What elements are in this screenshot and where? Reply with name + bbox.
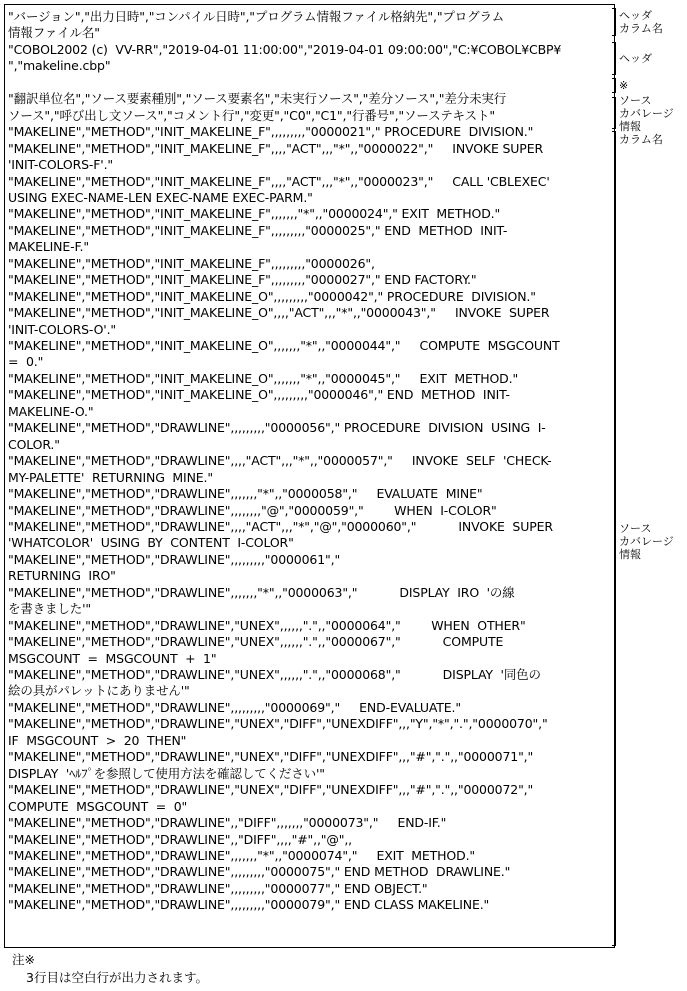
csv-line: "MAKELINE","METHOD","DRAWLINE",,,,,,,,"@","0000059"," WHEN I-COLOR" [8,502,497,518]
csv-line: "MAKELINE","METHOD","INIT_MAKELINE_F",,,,,,,,,"0000027"," END FACTORY." [8,272,477,288]
csv-line: USING EXEC-NAME-LEN EXEC-NAME EXEC-PARM." [8,189,313,205]
csv-line: "MAKELINE","METHOD","DRAWLINE",,,,,,,,,"0000075"," END METHOD DRAWLINE." [8,864,511,880]
label-blank-mark: ※ [619,79,629,92]
csv-line: "バージョン","出力日時","コンパイル日時","プログラム情報ファイル格納先","プログラム [8,9,505,24]
brace-header-column [612,8,616,36]
csv-line: ","makeline.cbp" [8,58,111,74]
csv-line: MY-PALETTE' RETURNING MINE." [8,469,213,485]
csv-line: "翻訳単位名","ソース要素種別","ソース要素名","未実行ソース","差分ソース","差分未実行 [8,91,507,107]
csv-line: "MAKELINE","METHOD","INIT_MAKELINE_O",,,,,,,"*",,"0000045"," EXIT METHOD." [8,370,519,386]
note-title: 注※ [12,952,35,967]
csv-line: "MAKELINE","METHOD","DRAWLINE","UNEX",,,,,,".",,"0000068"," DISPLAY '同色の [8,667,541,682]
csv-line: "MAKELINE","METHOD","DRAWLINE",,,,,,,,,"0000077"," END OBJECT." [8,880,428,896]
brace-blank [612,78,616,93]
csv-line: "COBOL2002 (c) VV-RR","2019-04-01 11:00:00","2019-04-01 09:00:00","C:¥COBOL¥CBP¥ [8,41,562,57]
csv-line: "MAKELINE","METHOD","DRAWLINE",,,,,,,"*",,"0000063"," DISPLAY IRO 'の線 [8,584,515,600]
csv-line: 'WHATCOLOR' USING BY CONTENT I-COLOR" [8,535,294,551]
csv-line: COLOR." [8,436,60,452]
csv-line: RETURNING IRO" [8,568,116,584]
csv-line: "MAKELINE","METHOD","DRAWLINE","UNEX",,,,,,".",,"0000064"," WHEN OTHER" [8,617,526,633]
csv-line: "MAKELINE","METHOD","DRAWLINE",,,,,,,,,"0000079"," END CLASS MAKELINE." [8,897,490,913]
csv-line: "MAKELINE","METHOD","DRAWLINE",,"DIFF",,,,"#",,"@",, [8,831,352,847]
label-coverage-info: ソース カバレージ 情報 [619,522,674,561]
csv-line: "MAKELINE","METHOD","INIT_MAKELINE_O",,,,,,,,,"0000046"," END METHOD INIT- [8,387,510,403]
csv-line: "MAKELINE","METHOD","INIT_MAKELINE_F",,,,,,,,,"0000025"," END METHOD INIT- [8,222,508,238]
csv-line: "MAKELINE","METHOD","DRAWLINE","UNEX",,,,,,".",,"0000067"," COMPUTE [8,634,504,650]
csv-line: "MAKELINE","METHOD","DRAWLINE",,,,"ACT",,,"*",,"0000057"," INVOKE SELF 'CHECK- [8,453,552,469]
label-coverage-column: ソース カバレージ 情報 カラム名 [619,94,674,146]
csv-line: "MAKELINE","METHOD","INIT_MAKELINE_F",,,,,,,,,"0000021"," PROCEDURE DIVISION." [8,124,534,140]
label-header: ヘッダ [619,52,652,65]
csv-line: "MAKELINE","METHOD","DRAWLINE","UNEX","DIFF","UNEXDIFF",,,"#",".",,"0000072"," [8,782,534,798]
csv-line: "MAKELINE","METHOD","DRAWLINE",,,,,,,"*",,"0000058"," EVALUATE MINE" [8,486,483,502]
csv-line: "MAKELINE","METHOD","DRAWLINE",,,,,,,"*",,"0000074"," EXIT METHOD." [8,847,475,863]
csv-line: 情報ファイル名" [8,25,100,41]
label-header-column: ヘッダ カラム名 [619,9,663,35]
csv-line: "MAKELINE","METHOD","DRAWLINE",,,,,,,,,"0000061"," [8,551,341,567]
csv-line: 絵の具がパレットにありません'" [8,683,190,699]
csv-line: "MAKELINE","METHOD","INIT_MAKELINE_F",,,,"ACT",,,"*",,"0000022"," INVOKE SUPER [8,140,543,156]
csv-line: "MAKELINE","METHOD","INIT_MAKELINE_O",,,,"ACT",,,"*",,"0000043"," INVOKE SUPER [8,305,550,321]
csv-line: "MAKELINE","METHOD","DRAWLINE",,,,,,,,,"0000069"," END-EVALUATE." [8,699,461,715]
csv-line: 'INIT-COLORS-F'." [8,157,114,173]
csv-line: = 0." [8,354,44,370]
csv-line: MAKELINE-O." [8,403,94,419]
csv-line: "MAKELINE","METHOD","INIT_MAKELINE_F",,,,"ACT",,,"*",,"0000023"," CALL 'CBLEXEC' [8,173,550,189]
csv-line: MAKELINE-F." [8,239,89,255]
csv-line: MSGCOUNT = MSGCOUNT + 1" [8,650,217,666]
csv-line: "MAKELINE","METHOD","INIT_MAKELINE_O",,,,,,,,,"0000042"," PROCEDURE DIVISION." [8,288,536,304]
csv-line: DISPLAY 'ﾍﾙﾌﾟを参照して使用方法を確認してください'" [8,765,325,781]
brace-header [612,42,616,75]
csv-line: "MAKELINE","METHOD","INIT_MAKELINE_F",,,,,,,,,"0000026", [8,255,375,271]
csv-line: 'INIT-COLORS-O'." [8,321,117,337]
csv-line: を書きました'" [8,601,91,617]
csv-line: COMPUTE MSGCOUNT = 0" [8,798,188,814]
csv-line: ソース","呼び出し文ソース","コメント行","変更","C0","C1","行番号","ソーステキスト" [8,107,495,123]
csv-line: IF MSGCOUNT > 20 THEN" [8,732,187,748]
csv-line: "MAKELINE","METHOD","DRAWLINE",,,,"ACT",,,"*","@","0000060"," INVOKE SUPER [8,518,553,534]
brace-coverage-info [612,131,616,946]
csv-line: "MAKELINE","METHOD","DRAWLINE",,,,,,,,,"0000056"," PROCEDURE DIVISION USING I- [8,420,546,436]
csv-line: "MAKELINE","METHOD","DRAWLINE","UNEX","DIFF","UNEXDIFF",,,"#",".",,"0000071"," [8,749,534,765]
csv-line: "MAKELINE","METHOD","DRAWLINE","UNEX","DIFF","UNEXDIFF",,,"Y","*",".","0000070"," [8,716,548,732]
csv-line: "MAKELINE","METHOD","INIT_MAKELINE_O",,,,,,,"*",,"0000044"," COMPUTE MSGCOUNT [8,338,560,353]
csv-line: "MAKELINE","METHOD","DRAWLINE",,"DIFF",,,,,,,"0000073"," END-IF." [8,815,447,831]
note-text: 3行目は空白行が出力されます。 [26,970,208,985]
brace-coverage-column [612,97,616,129]
csv-line: "MAKELINE","METHOD","INIT_MAKELINE_F",,,,,,,"*",,"0000024"," EXIT METHOD." [8,206,501,222]
